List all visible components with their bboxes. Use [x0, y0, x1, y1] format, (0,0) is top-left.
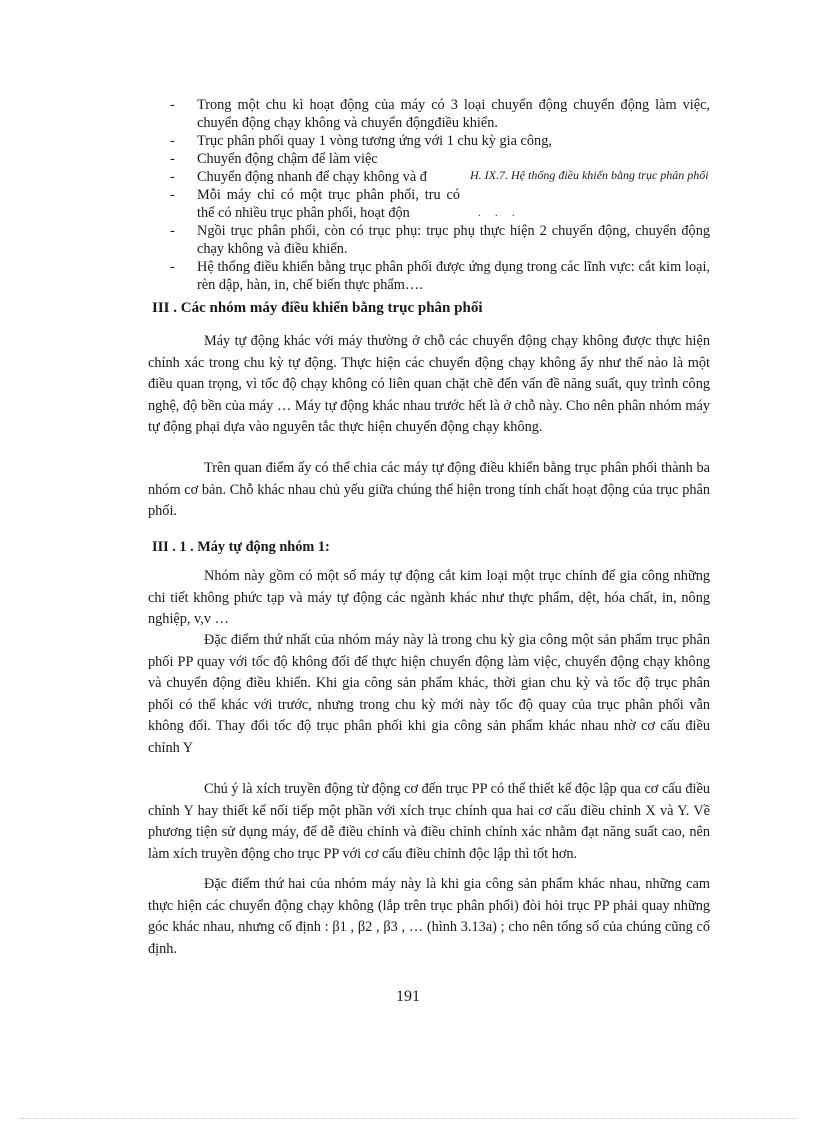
list-item: - Trục phân phối quay 1 vòng tương ứng với 1 chu kỳ gia công, — [170, 133, 552, 149]
subsection-heading: III . 1 . Máy tự động nhóm 1: — [152, 539, 330, 555]
page-number: 191 — [396, 988, 420, 1005]
list-item-text: Trục phân phối quay 1 vòng tương ứng với 1 chu kỳ gia công, — [197, 133, 552, 149]
list-item: - Hệ thống điều khiển bằng trục phân phối được ứng dụng trong các lĩnh vực: cắt kim loại, rèn dập, hàn, in, chế biến thực phẩm…. — [170, 259, 710, 293]
page-bottom-rule — [20, 1118, 796, 1119]
list-item: - Ngồi trục phân phối, còn có trục phụ: trục phụ thực hiện 2 chuyển động, chuyển động chạy không và điều khiển. — [170, 223, 710, 257]
paragraph: Chú ý là xích truyền động từ động cơ đến trục PP có thể thiết kế độc lập qua cơ cấu điều chỉnh Y hay thiết kế nối tiếp một phần với xích trục chính qua hai cơ cấu điều chỉnh X và Y. Về phương tiện sử dụng máy, để dễ điều chỉnh và điều chỉnh chính xác nhằm đạt năng suất cao, nên làm xích truyền động cho trục PP với cơ cấu điều chỉnh độc lập thì tốt hơn. — [148, 781, 710, 862]
list-item: - Trong một chu kì hoạt động của máy có 3 loại chuyển động chuyển động làm việc, chuyển động chạy không và chuyển độngđiều khiển. — [170, 97, 710, 131]
list-item-text: Chuyển động nhanh để chạy không và đ — [197, 169, 427, 185]
bullet-list — [170, 96, 710, 294]
section-heading: III . Các nhóm máy điều khiển bằng trục phân phối — [152, 300, 483, 316]
list-item-text: Mỗi máy chỉ có một trục phân phối, tru có thể có nhiều trục phân phối, hoạt độn — [197, 187, 460, 221]
list-item: - Chuyển động nhanh để chạy không và đ — [170, 169, 427, 185]
list-item: - Mỗi máy chỉ có một trục phân phối, tru có thể có nhiều trục phân phối, hoạt độn — [170, 187, 460, 221]
paragraph: Nhóm này gồm có một số máy tự động cắt kim loại một trục chính để gia công những chi tiết không phức tạp và máy tự động các ngành khác như thực phẩm, dệt, hóa chất, in, nông nghiệp, v,v … — [148, 568, 710, 627]
paragraph: Trên quan điểm ấy có thể chia các máy tự động điều khiển bằng trục phân phối thành ba nhóm cơ bản. Chỗ khác nhau chủ yếu giữa chúng thể hiện trong tính chất hoạt động của trục phân phối. — [148, 460, 710, 519]
paragraph: Đặc điểm thứ hai của nhóm máy này là khi gia công sản phẩm khác nhau, những cam thực hiện các chuyển động chạy không (lắp trên trục phân phối) đòi hỏi trục PP phải quay những góc khác nhau, nhưng cố định : β1 , β2 , β3 , … (hình 3.13a) ; cho nên tổng số của chúng cũng cố định. — [148, 876, 710, 957]
list-item: - Chuyển động chậm để làm việc — [170, 151, 378, 167]
figure-fragment-dots: . . . — [478, 208, 521, 219]
paragraph: Máy tự động khác với máy thường ở chỗ các chuyển động chạy không được thực hiện chính xác trong chu kỳ tự động. Thực hiện các chuyển động chạy không ấy như thế nào là một điều quan trọng, vì tốc độ chạy không có liên quan chặt chẽ đến vấn đề năng suất, quy trình công nghệ, độ bền của máy … Máy tự động khác nhau trước hết là ở chỗ này. Cho nên phân nhóm máy tự động phại dựa vào nguyên tắc thực hiện chuyển động chạy không. — [148, 333, 710, 435]
paragraph: Đặc điểm thứ nhất của nhóm máy này là trong chu kỳ gia công một sản phẩm trục phân phối PP quay với tốc độ không đổi để thực hiện chuyển động làm việc, chuyển động chạy không và chuyển động điều khiển. Khi gia công sản phẩm khác, thời gian chu kỳ và tốc độ trục phân phối có thể khác với trước, nhưng trong chu kỳ mới này tốc độ quay của trục phân phối vẫn không đổi. Thay đổi tốc độ trục phân phối khi gia công sản phẩm khác nhau nhờ cơ cấu điều chỉnh Y — [148, 632, 710, 756]
list-item-text: Ngồi trục phân phối, còn có trục phụ: trục phụ thực hiện 2 chuyển động, chuyển động chạy không và điều khiển. — [197, 223, 710, 257]
list-item-text: Chuyển động chậm để làm việc — [197, 151, 378, 167]
list-item-text: Trong một chu kì hoạt động của máy có 3 loại chuyển động chuyển động làm việc, chuyển động chạy không và chuyển độngđiều khiển. — [197, 97, 710, 131]
list-item-text: Hệ thống điều khiển bằng trục phân phối được ứng dụng trong các lĩnh vực: cắt kim loại, rèn dập, hàn, in, chế biến thực phẩm…. — [197, 259, 710, 293]
figure-caption: H. IX.7. Hệ thống điều khiển bằng trục phân phối — [468, 167, 720, 183]
